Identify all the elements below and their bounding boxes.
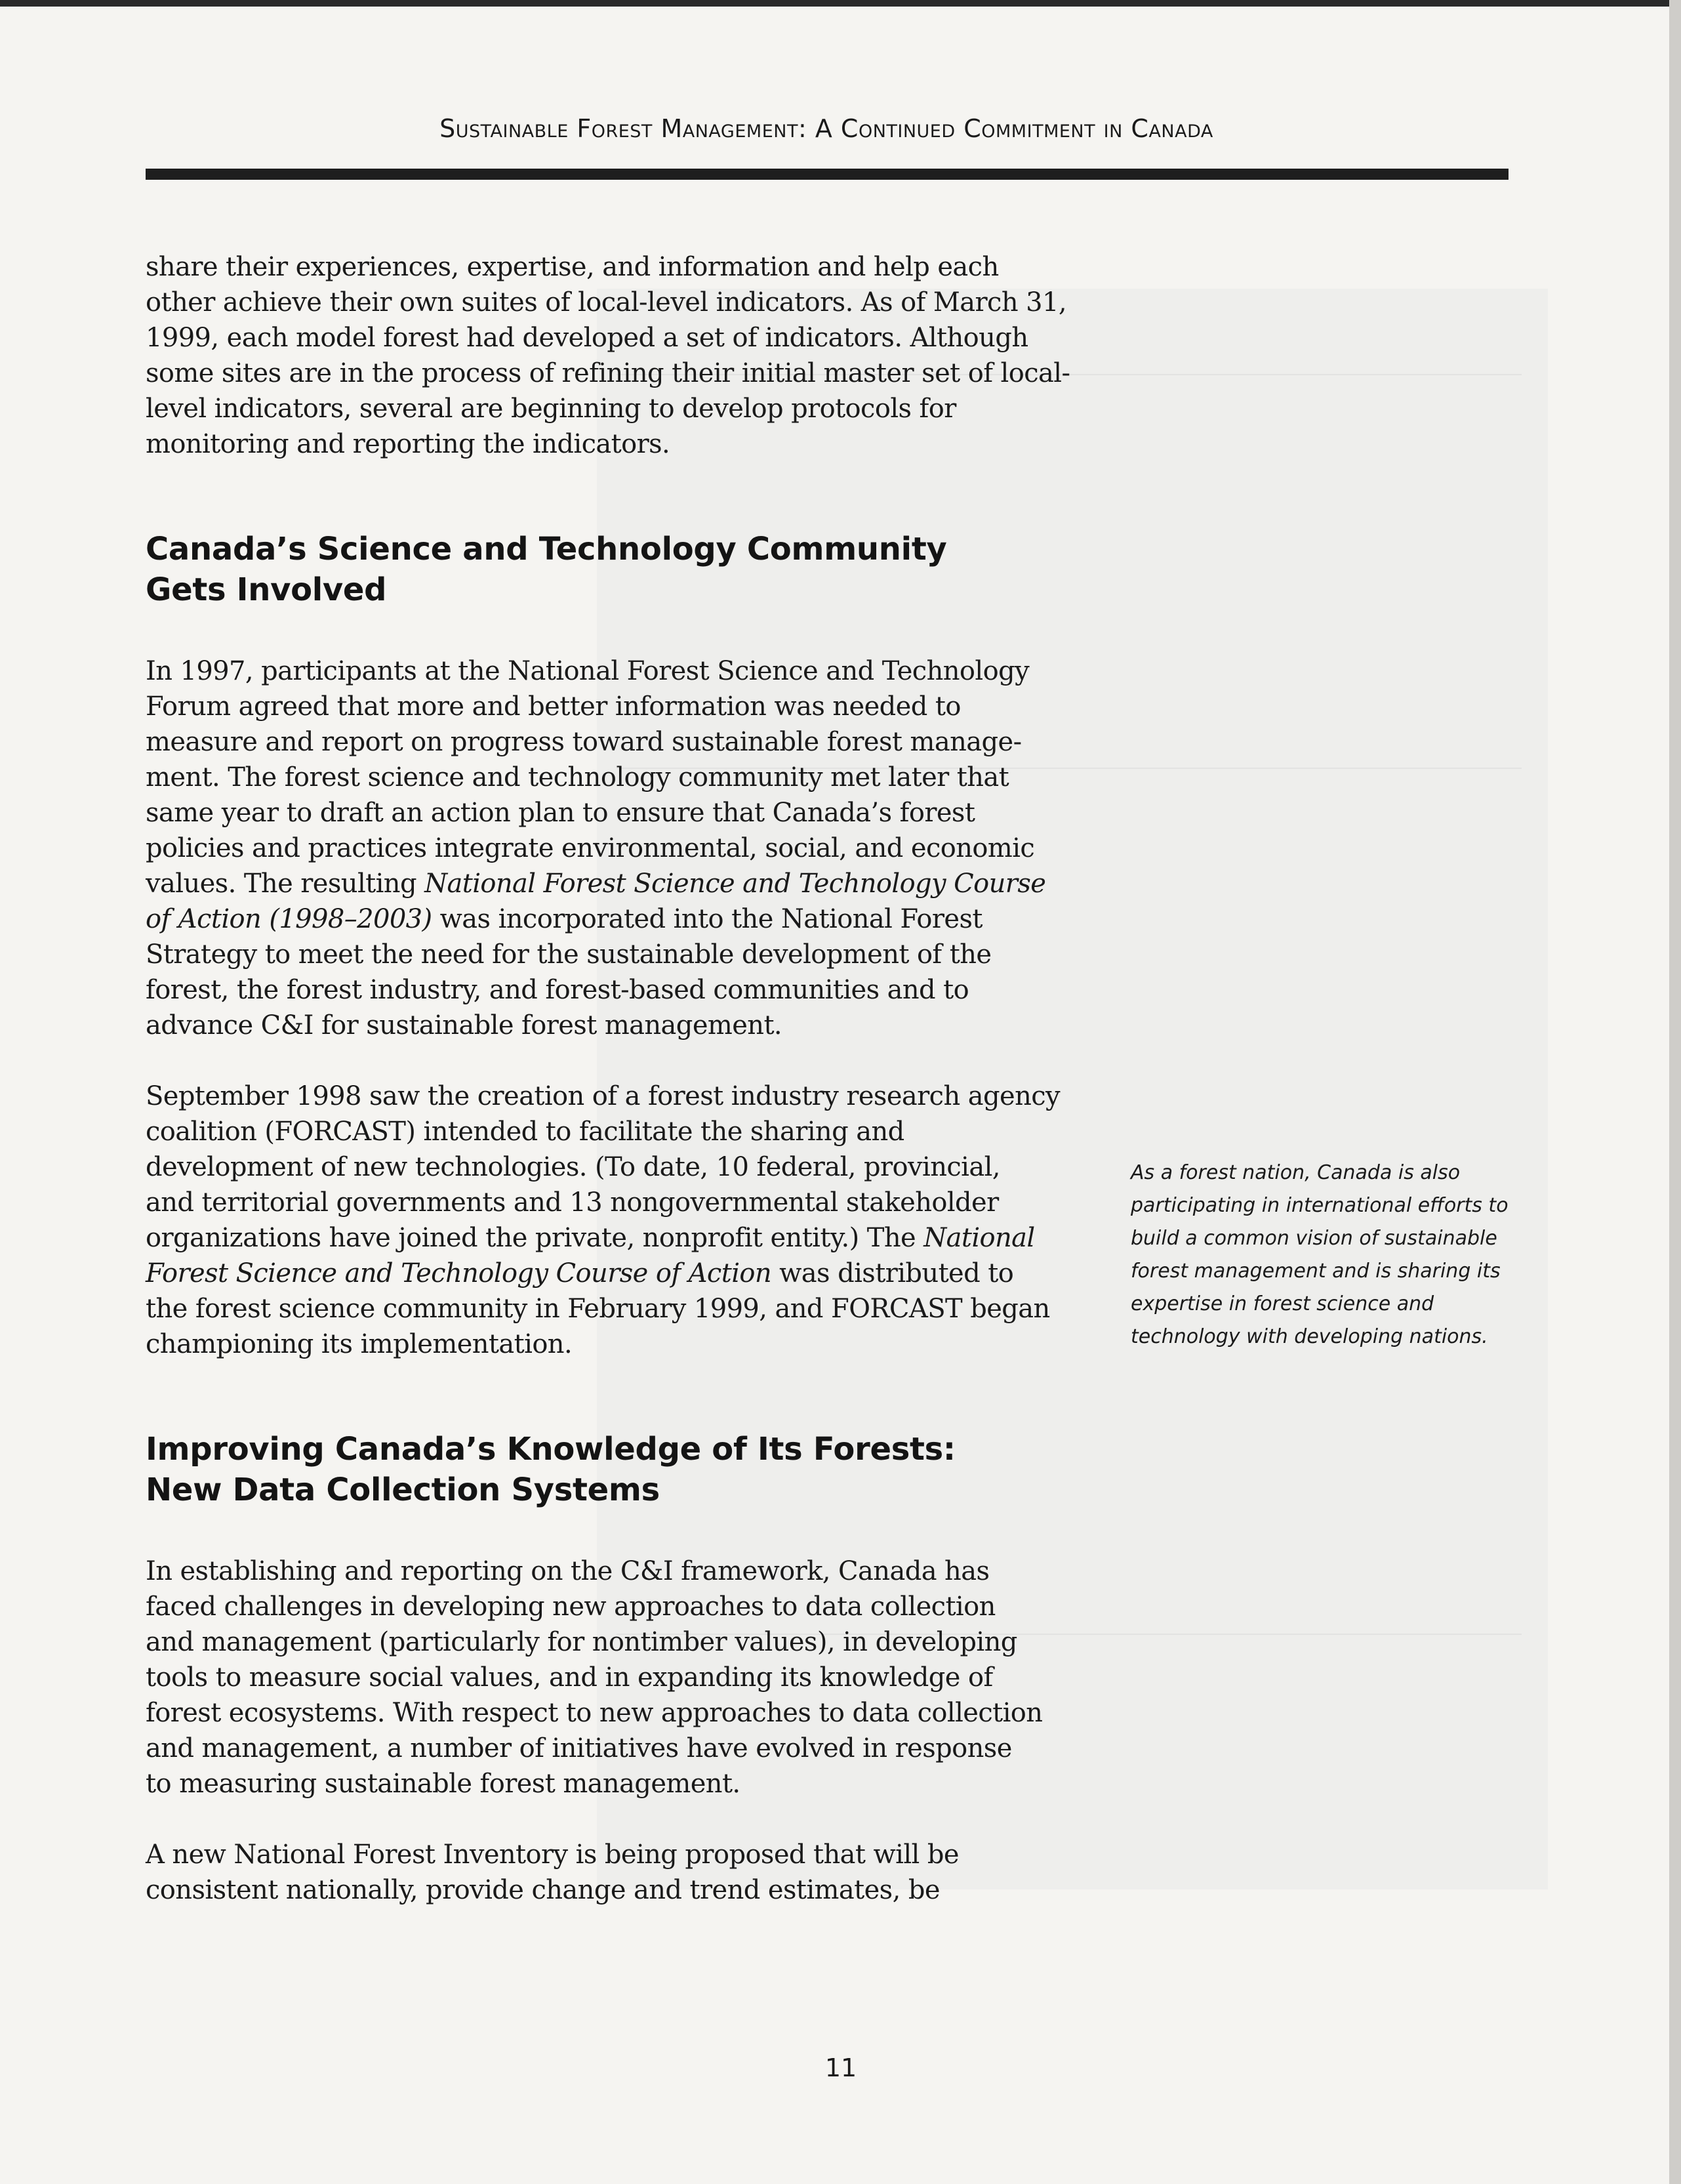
document-page: [0, 7, 1669, 2184]
quote-line: As a forest nation, Canada is also: [1131, 1161, 1461, 1184]
text-line: forest, the forest industry, and forest-based communities and to: [146, 975, 969, 1005]
text-line: forest ecosystems. With respect to new approaches to data collection: [146, 1698, 1043, 1728]
text-line: and territorial governments and 13 nongovernmental stakeholder: [146, 1187, 999, 1218]
italic-title: National: [923, 1223, 1035, 1253]
text-line: coalition (FORCAST) intended to facilitate the sharing and: [146, 1117, 904, 1147]
text-run: organizations have joined the private, nonprofit entity.) The: [146, 1223, 924, 1253]
text-run: was distributed to: [771, 1258, 1014, 1288]
scan-right-edge: [1669, 0, 1681, 2184]
text-line: [146, 866, 1077, 901]
page-number: 11: [824, 2053, 857, 2082]
heading-line: Gets Involved: [146, 571, 387, 608]
italic-title: of Action (1998–2003): [146, 904, 432, 934]
text-line: policies and practices integrate environmental, social, and economic: [146, 833, 1035, 863]
text-line: development of new technologies. (To date, 10 federal, provincial,: [146, 1152, 1000, 1182]
quote-line: forest management and is sharing its: [1131, 1260, 1501, 1283]
knowledge-paragraph-1: [146, 1554, 1077, 1802]
intro-paragraph: [146, 249, 1077, 462]
heading-line: New Data Collection Systems: [146, 1472, 660, 1508]
italic-title: National Forest Science and Technology Course: [424, 869, 1046, 899]
text-line: [146, 901, 1077, 937]
text-line: some sites are in the process of refining their initial master set of local-: [146, 358, 1070, 388]
knowledge-paragraph-2: [146, 1837, 1077, 1908]
text-line: [146, 1220, 1077, 1256]
text-line: level indicators, several are beginning to develop protocols for: [146, 394, 956, 424]
header-rule: [146, 169, 1509, 180]
main-text-column: [146, 249, 1077, 1908]
text-line: Strategy to meet the need for the sustainable development of the: [146, 939, 992, 970]
text-line: share their experiences, expertise, and information and help each: [146, 252, 999, 282]
text-line: and management (particularly for nontimber values), in developing: [146, 1627, 1017, 1657]
text-line: the forest science community in February 1999, and FORCAST began: [146, 1294, 1050, 1324]
sidebar-pull-quote: [1131, 1157, 1531, 1353]
section-heading-knowledge-of-forests: [146, 1429, 1077, 1510]
text-line: Forum agreed that more and better information was needed to: [146, 691, 961, 722]
quote-line: participating in international efforts to: [1131, 1194, 1509, 1217]
heading-line: Improving Canada’s Knowledge of Its Forests:: [146, 1431, 956, 1468]
text-line: championing its implementation.: [146, 1329, 573, 1359]
text-line: September 1998 saw the creation of a forest industry research agency: [146, 1081, 1061, 1111]
quote-line: expertise in forest science and: [1131, 1292, 1434, 1315]
text-line: tools to measure social values, and in expanding its knowledge of: [146, 1662, 993, 1693]
text-line: measure and report on progress toward sustainable forest manage-: [146, 727, 1022, 757]
quote-line: technology with developing nations.: [1131, 1325, 1488, 1348]
text-line: faced challenges in developing new approaches to data collection: [146, 1592, 996, 1622]
heading-line: Canada’s Science and Technology Community: [146, 531, 947, 567]
text-line: same year to draft an action plan to ensure that Canada’s forest: [146, 798, 975, 828]
text-line: other achieve their own suites of local-level indicators. As of March 31,: [146, 287, 1066, 318]
italic-title: Forest Science and Technology Course of Action: [146, 1258, 772, 1288]
text-line: In 1997, participants at the National Forest Science and Technology: [146, 656, 1030, 686]
science-paragraph-1: [146, 653, 1077, 1043]
text-run: values. The resulting: [146, 869, 425, 899]
science-paragraph-2: [146, 1079, 1077, 1362]
text-line: to measuring sustainable forest management.: [146, 1769, 740, 1799]
text-line: A new National Forest Inventory is being proposed that will be: [146, 1840, 959, 1870]
quote-line: build a common vision of sustainable: [1131, 1227, 1497, 1250]
running-head: Sustainable Forest Management: A Continued Commitment in Canada: [439, 114, 1213, 143]
text-line: In establishing and reporting on the C&I framework, Canada has: [146, 1556, 990, 1586]
text-line: ment. The forest science and technology community met later that: [146, 762, 1009, 793]
section-heading-science-technology: [146, 529, 1077, 610]
text-line: 1999, each model forest had developed a set of indicators. Although: [146, 323, 1028, 353]
text-line: monitoring and reporting the indicators.: [146, 429, 670, 459]
text-line: and management, a number of initiatives have evolved in response: [146, 1733, 1012, 1763]
text-line: consistent nationally, provide change and trend estimates, be: [146, 1875, 940, 1905]
text-line: [146, 1256, 1077, 1291]
text-run: was incorporated into the National Forest: [432, 904, 982, 934]
text-line: advance C&I for sustainable forest management.: [146, 1010, 782, 1040]
